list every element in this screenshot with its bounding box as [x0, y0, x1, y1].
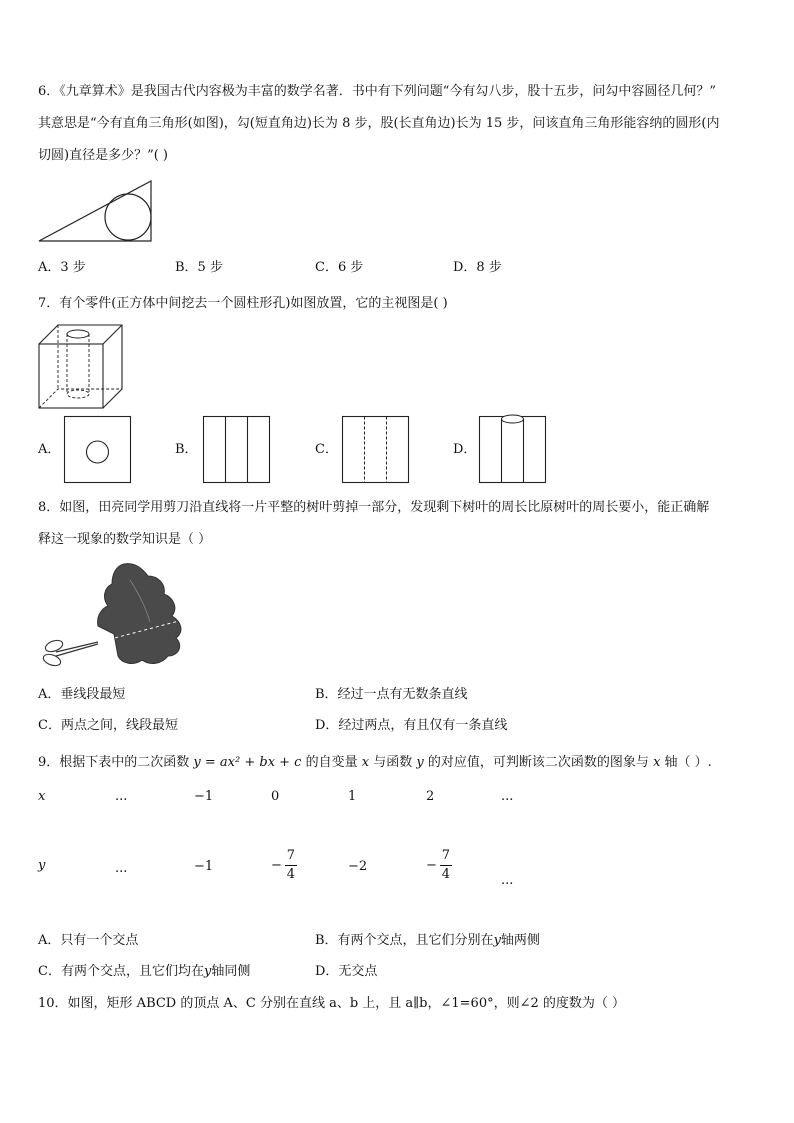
table-x-cell: ...: [501, 789, 514, 804]
q9-option-c-post: 轴同侧: [211, 964, 251, 979]
q9-var-x: x: [361, 755, 370, 770]
q9-option-a: A．只有一个交点: [38, 933, 139, 948]
q8-line1: 8．如图，田亮同学用剪刀沿直线将一片平整的树叶剪掉一部分，发现剩下树叶的周长比原树叶的周长要小，能正确解: [38, 500, 710, 515]
fraction-numerator: 7: [441, 848, 451, 863]
table-y-fraction: [271, 848, 297, 883]
q9-option-d: D．无交点: [315, 964, 378, 979]
q9-axis-x: x: [653, 755, 661, 770]
q7-option-a-label: A．: [38, 442, 61, 457]
q9-option-c-var: y: [203, 964, 212, 979]
q9-option-c-pre: C．有两个交点，且它们均在: [38, 964, 204, 979]
table-x-cell: −1: [194, 789, 214, 804]
q8-option-d: D．经过两点，有且仅有一条直线: [315, 718, 508, 733]
q9-prefix: 9．根据下表中的二次函数: [38, 755, 190, 770]
cube-with-cylinder-hole-figure: [38, 324, 124, 410]
table-x-cell: 2: [426, 789, 435, 804]
q9-option-b-var: y: [493, 933, 501, 948]
q9-suffix: 的对应值，可判断该二次函数的图象与: [427, 755, 649, 770]
fraction-minus: −: [271, 858, 282, 873]
q10-text: 10．如图，矩形 ABCD 的顶点 A、C 分别在直线 a、b 上，且 a∥b，∠1=60°，则∠2 的度数为（ ）: [38, 996, 626, 1011]
q8-option-a: A．垂线段最短: [38, 687, 126, 702]
q8-line2: 释这一现象的数学知识是（ ）: [38, 532, 212, 547]
q9-option-b-post: 轴两侧: [500, 933, 540, 948]
q7-option-b-view: [203, 416, 271, 484]
table-y-label: y: [38, 858, 46, 873]
q9-stem: [38, 753, 712, 773]
q7-option-a-view: [64, 416, 132, 484]
q7-option-d-label: D．: [453, 442, 477, 457]
q7-text: 7．有个零件(正方体中间挖去一个圆柱形孔)如图放置，它的主视图是( ): [38, 296, 448, 311]
q9-end: 轴（ ）.: [664, 755, 712, 770]
table-x-cell: 1: [348, 789, 357, 804]
q7-option-c-label: C．: [315, 442, 338, 457]
q6-line3: 切圆)直径是多少？”( ): [38, 148, 168, 163]
fraction-minus: −: [426, 858, 437, 873]
q7-option-c-view: [342, 416, 410, 484]
table-y-cell: ...: [115, 861, 128, 876]
q9-option-b-pre: B．有两个交点，且它们分别在: [315, 933, 494, 948]
q9-option-b: [315, 931, 540, 951]
leaf-scissors-figure: [38, 562, 198, 672]
q6-option-c: C．6 步: [315, 260, 364, 275]
q6-line1: 6．《九章算术》是我国古代内容极为丰富的数学名著．书中有下列问题“今有勾八步，股十五步，问勾中容圆径几何？”: [38, 84, 717, 99]
q8-option-b: B．经过一点有无数条直线: [315, 687, 468, 702]
table-x-cell: ...: [115, 789, 128, 804]
table-y-cell: −2: [348, 859, 368, 874]
fraction-numerator: 7: [286, 848, 296, 863]
table-y-fraction: [426, 848, 452, 883]
q8-option-c: C．两点之间，线段最短: [38, 718, 178, 733]
q6-option-d: D．8 步: [453, 260, 502, 275]
q6-option-a: A．3 步: [38, 260, 86, 275]
q9-middle2: 与函数: [373, 755, 413, 770]
table-x-cell: 0: [271, 789, 280, 804]
q9-option-c: [38, 962, 250, 982]
table-x-label: x: [38, 789, 46, 804]
right-triangle-incircle-figure: [38, 180, 154, 244]
fraction-denominator: 4: [441, 867, 451, 882]
fraction-denominator: 4: [286, 867, 296, 882]
q9-function: y = ax² + bx + c: [193, 755, 302, 770]
q9-middle1: 的自变量: [305, 755, 358, 770]
q6-line2: 其意思是“今有直角三角形(如图)，勾(短直角边)长为 8 步，股(长直角边)长为 15 步，问该直角三角形能容纳的圆形(内: [38, 116, 720, 131]
q9-var-y: y: [416, 755, 424, 770]
table-y-cell: ...: [501, 873, 514, 888]
q6-option-b: B．5 步: [175, 260, 223, 275]
table-y-cell: −1: [194, 859, 214, 874]
q7-option-b-label: B．: [175, 442, 198, 457]
q7-option-d-view: [479, 413, 547, 485]
